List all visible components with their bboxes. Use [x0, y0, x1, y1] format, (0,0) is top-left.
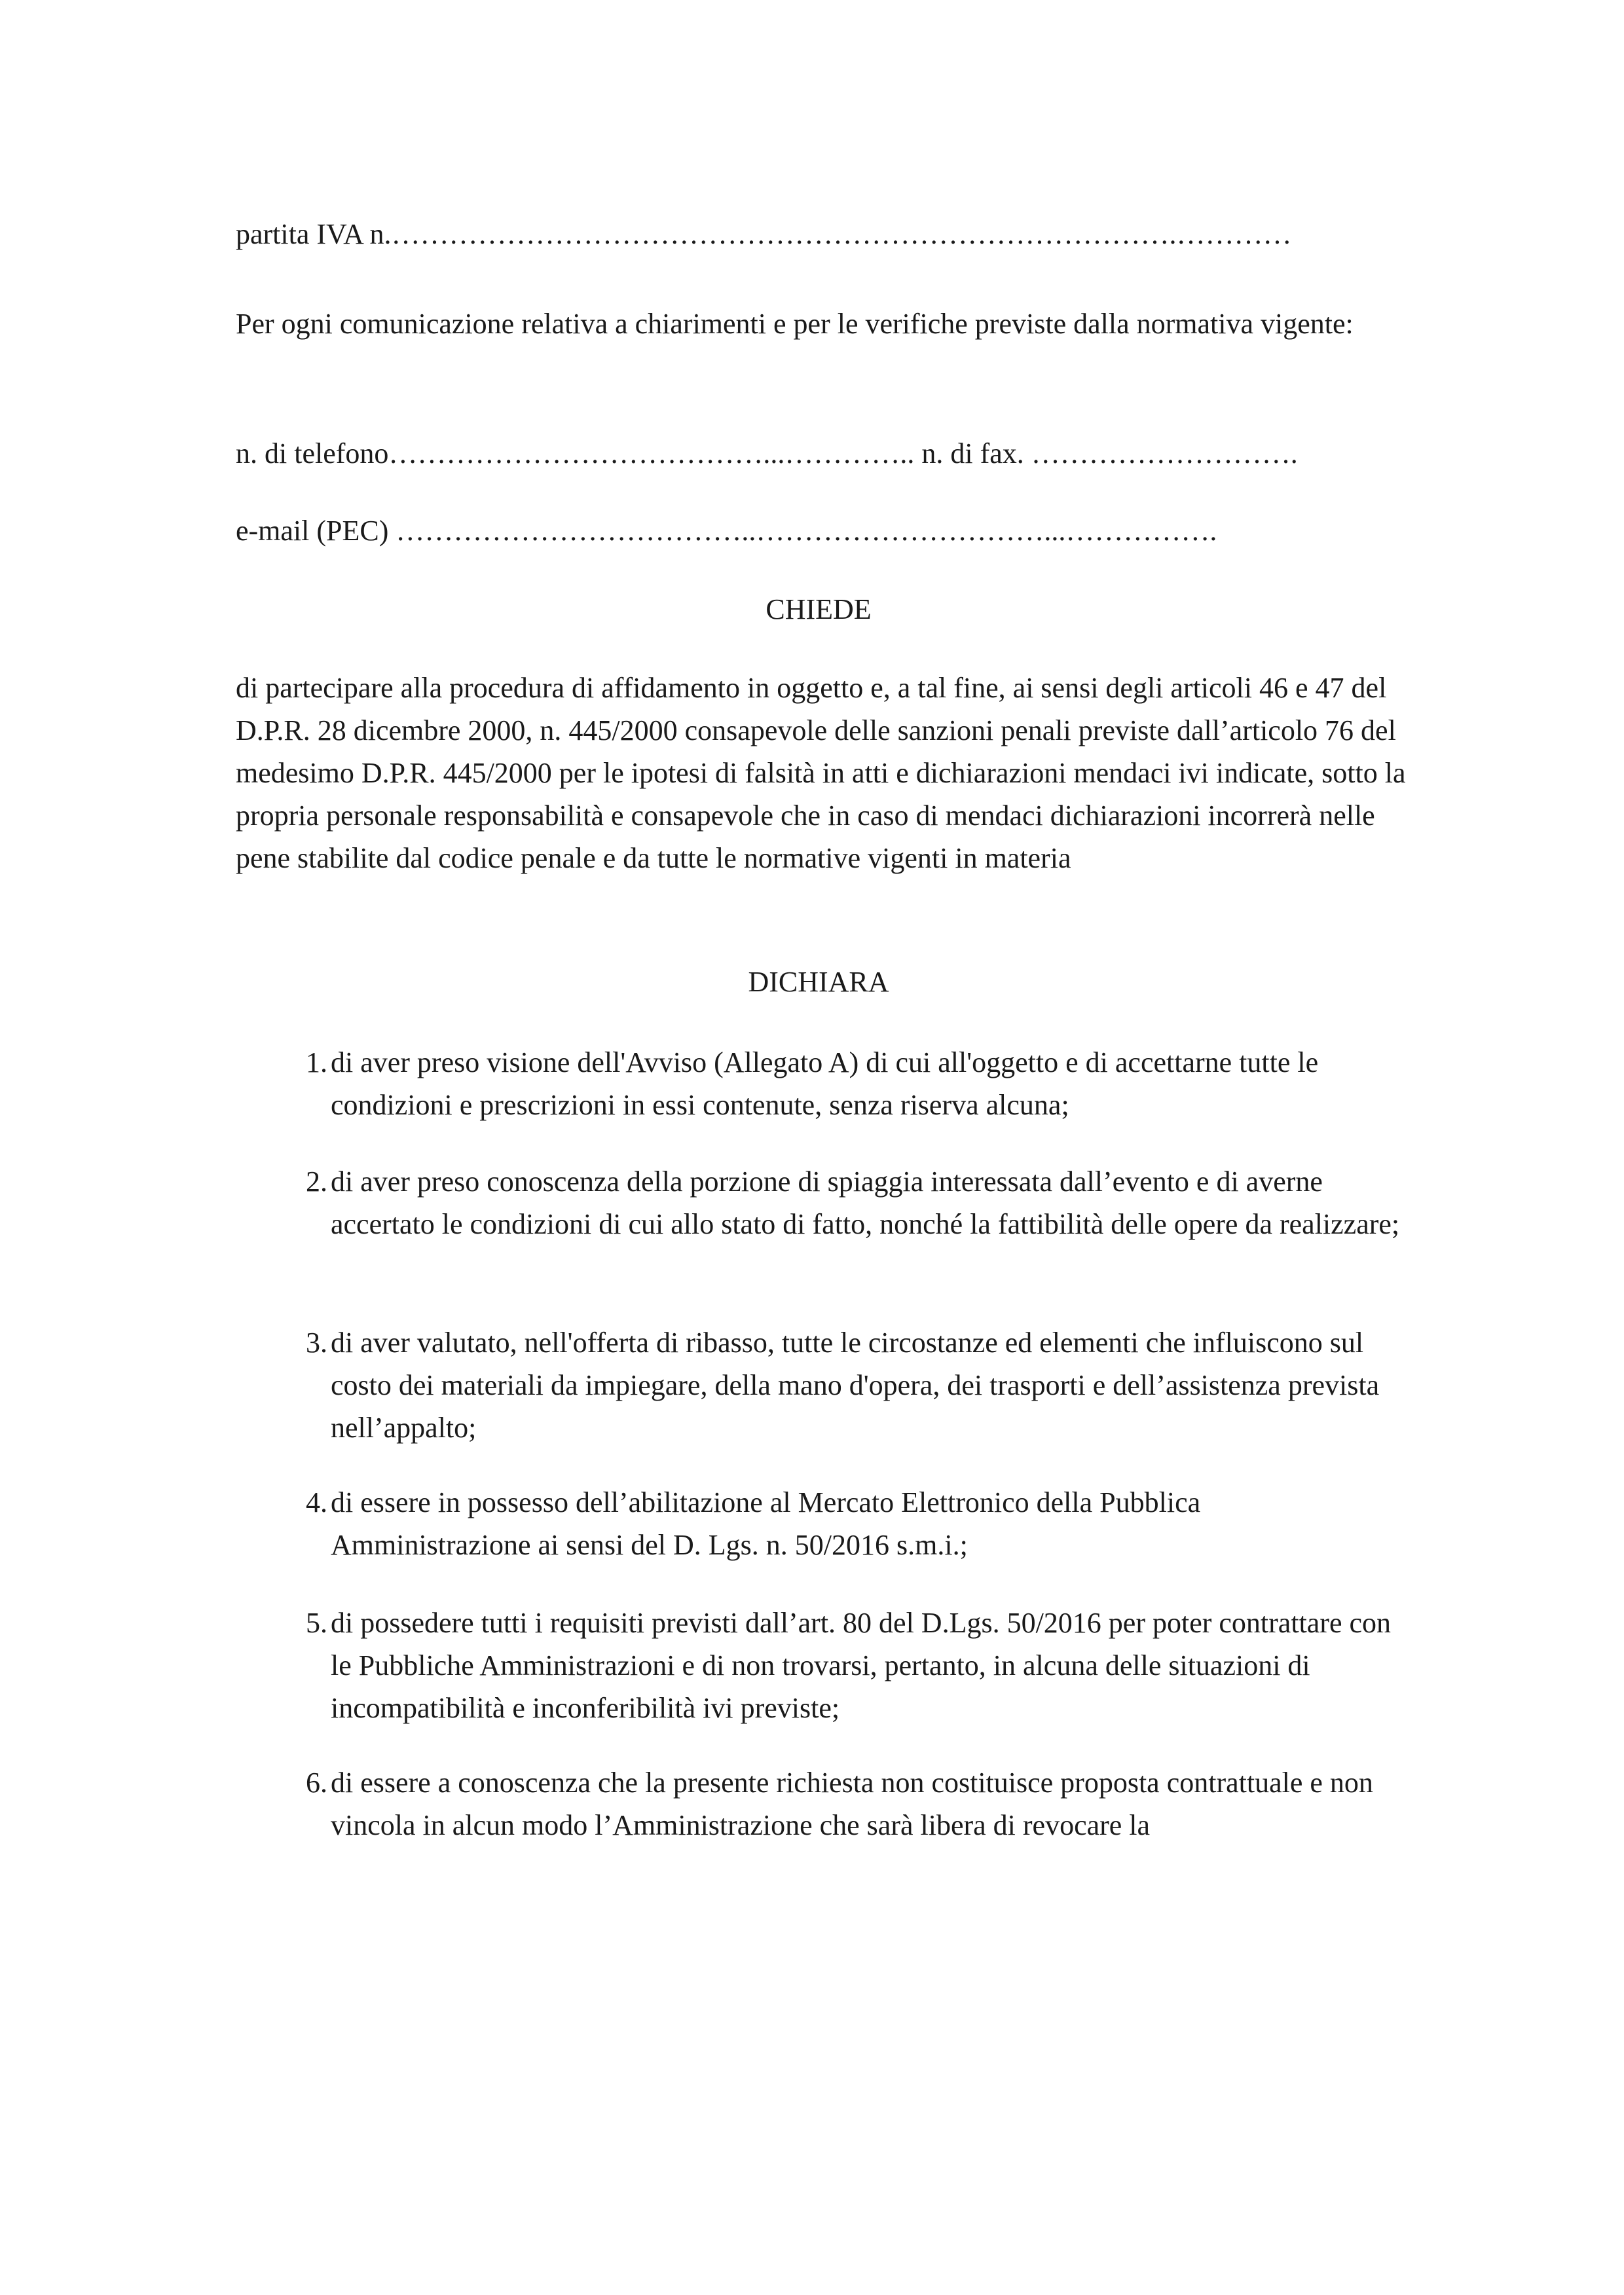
list-item-text: di essere a conoscenza che la presente richiesta non costituisce proposta contrattuale e non vincola in alcun modo l’Amministrazione che sarà libera di revocare la	[331, 1767, 1373, 1841]
list-item-number: 4.	[306, 1486, 327, 1518]
list-item-text: di aver preso conoscenza della porzione di spiaggia interessata dall’evento e di averne accertato le condizioni di cui allo stato di fatto, nonché la fattibilità delle opere da realizzare;	[331, 1166, 1400, 1240]
list-item-number: 3.	[306, 1327, 327, 1359]
dichiara-heading: DICHIARA	[748, 966, 889, 998]
list-item-text: di aver preso visione dell'Avviso (Allegato A) di cui all'oggetto e di accettarne tutte le condizioni e prescrizioni in essi contenute, senza riserva alcuna;	[331, 1046, 1319, 1121]
list-item-number: 5.	[306, 1607, 327, 1639]
list-item-number: 2.	[306, 1166, 327, 1198]
partita-iva-line: partita IVA n.……………………………………………………………………….…………	[236, 218, 1292, 250]
list-item-number: 6.	[306, 1767, 327, 1799]
chiede-paragraph: di partecipare alla procedura di affidamento in oggetto e, a tal fine, ai sensi degli articoli 46 e 47 del D.P.R. 28 dicembre 2000, n. 445/2000 consapevole delle sanzioni penali previste dall’articolo 76 del medesimo D.P.R. 445/2000 per le ipotesi di falsità in atti e dichiarazioni mendaci ivi indicate, sotto la propria personale responsabilità e consapevole che in caso di mendaci dichiarazioni incorrerà nelle pene stabilite dal codice penale e da tutte le normative vigenti in materia	[236, 672, 1406, 874]
communication-intro: Per ogni comunicazione relativa a chiarimenti e per le verifiche previste dalla normativa vigente:	[236, 308, 1354, 340]
email-pec-line: e-mail (PEC) ………………………………..…………………………...…………….	[236, 515, 1217, 547]
chiede-heading: CHIEDE	[766, 593, 872, 625]
list-item-number: 1.	[306, 1046, 327, 1078]
list-item-text: di possedere tutti i requisiti previsti dall’art. 80 del D.Lgs. 50/2016 per poter contrattare con le Pubbliche Amministrazioni e di non trovarsi, pertanto, in alcuna delle situazioni di incompatibilità e inconferibilità ivi previste;	[331, 1607, 1392, 1724]
list-item-text: di aver valutato, nell'offerta di ribasso, tutte le circostanze ed elementi che influiscono sul costo dei materiali da impiegare, della mano d'opera, dei trasporti e dell’assistenza prevista nell’appalto;	[331, 1327, 1380, 1444]
telefono-fax-line: n. di telefono…………………………………...………….. n. di fax. ……………………….	[236, 437, 1298, 469]
list-item-text: di essere in possesso dell’abilitazione al Mercato Elettronico della Pubblica Amministrazione ai sensi del D. Lgs. n. 50/2016 s.m.i.;	[331, 1486, 1201, 1561]
